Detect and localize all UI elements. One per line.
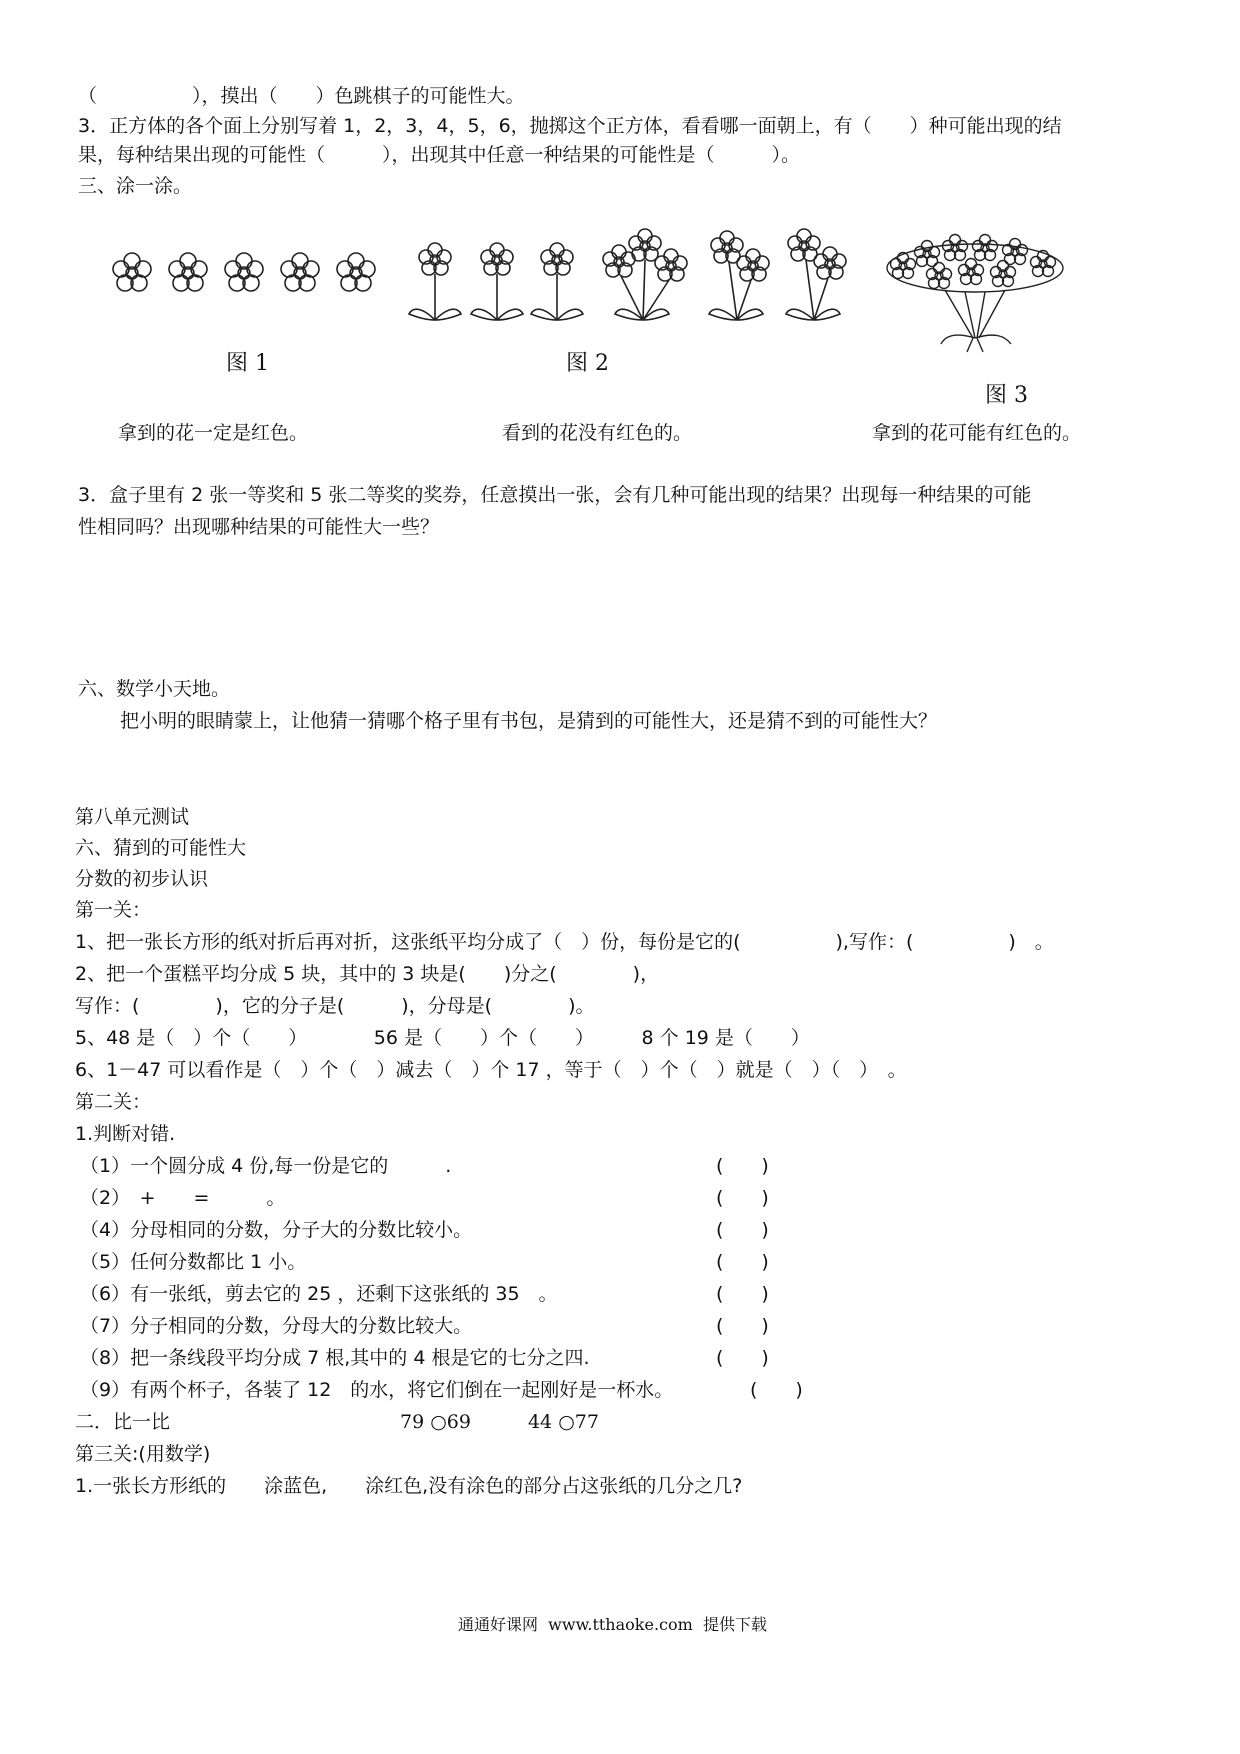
judge-bracket: ( ) [716,1219,769,1241]
figure-1-flowers [110,245,400,305]
judge-title: 1.判断对错. [75,1123,176,1145]
section-6-title: 六、数学小天地。 [78,678,231,700]
judge-item: （9）有两个杯子，各装了 12 的水，将它们倒在一起刚好是一杯水。 [80,1379,674,1401]
judge-item: （4）分母相同的分数，分子大的分数比较小。 [80,1219,473,1241]
q3-line-1: 3．正方体的各个面上分别写着 1，2，3，4，5，6，抛掷这个正方体，看看哪一面朝上，有（ ）种可能出现的结 [78,115,1062,137]
judge-bracket: ( ) [750,1379,803,1401]
level-3-title: 第三关:(用数学) [75,1443,211,1465]
judge-bracket: ( ) [716,1315,769,1337]
judge-bracket: ( ) [716,1347,769,1369]
section-6-text: 把小明的眼睛蒙上，让他猜一猜哪个格子里有书包，是猜到的可能性大，还是猜不到的可能性大？ [120,710,938,732]
level-1-title: 第一关： [75,899,152,921]
footer-credit: 通通好课网 www.tthaoke.com 提供下载 [458,1615,767,1634]
judge-bracket: ( ) [716,1155,769,1177]
section-3-title: 三、涂一涂。 [78,175,193,197]
figure-3-caption: 拿到的花可能有红色的。 [872,422,1082,444]
level-1-q6: 6、1－47 可以看作是（ ）个（ ）减去（ ）个 17 ，等于（ ）个（ ）就是（ ）（ ） 。 [75,1059,907,1081]
figure-3-label: 图 3 [985,383,1028,408]
judge-item: （8）把一条线段平均分成 7 根,其中的 4 根是它的七分之四. [80,1347,590,1369]
q2-tail-line: （ ），摸出（ ）色跳棋子的可能性大。 [78,85,525,107]
subtitle-2: 分数的初步认识 [75,868,209,890]
judge-bracket: ( ) [716,1283,769,1305]
q3-line-2: 果，每种结果出现的可能性（ ），出现其中任意一种结果的可能性是（ ）。 [78,144,801,166]
figure-1-label: 图 1 [226,351,269,376]
judge-item: （2） + = 。 [80,1187,286,1209]
judge-item: （7）分子相同的分数，分母大的分数比较大。 [80,1315,473,1337]
judge-item: （6）有一张纸，剪去它的 25 ，还剩下这张纸的 35 。 [80,1283,558,1305]
judge-item: （1）一个圆分成 4 份,每一份是它的 . [80,1155,452,1177]
q3b-line-2: 性相同吗？出现哪种结果的可能性大一些？ [78,516,440,538]
level-1-q2b: 写作：( )，它的分子是( )，分母是( )。 [75,995,595,1017]
compare-title: 二．比一比 [75,1411,171,1433]
figure-3-bouquet [875,228,1075,358]
figure-2-flowers [405,228,865,328]
level-3-q1: 1.一张长方形纸的 涂蓝色, 涂红色,没有涂色的部分占这张纸的几分之几? [75,1475,743,1497]
figure-2-label: 图 2 [566,351,609,376]
subtitle-1: 六、猜到的可能性大 [75,837,247,859]
q3b-line-1: 3．盒子里有 2 张一等奖和 5 张二等奖的奖券，任意摸出一张，会有几种可能出现的结果？出现每一种结果的可能 [78,484,1032,506]
level-2-title: 第二关： [75,1091,152,1113]
level-1-q2a: 2、把一个蛋糕平均分成 5 块，其中的 3 块是( )分之( )， [75,963,660,985]
unit-title: 第八单元测试 [75,806,190,828]
level-1-q1: 1、把一张长方形的纸对折后再对折，这张纸平均分成了（ ）份，每份是它的( ),写作：( ) 。 [75,931,1054,953]
figure-1-caption: 拿到的花一定是红色。 [118,422,309,444]
level-1-q5: 5、48 是（ ）个（ ） 56 是（ ）个（ ） 8 个 19 是（ ） [75,1027,810,1049]
figure-2-caption: 看到的花没有红色的。 [502,422,693,444]
judge-bracket: ( ) [716,1251,769,1273]
judge-item: （5）任何分数都比 1 小。 [80,1251,307,1273]
judge-bracket: ( ) [716,1187,769,1209]
compare-items: 79 ○69 44 ○77 [400,1411,599,1433]
